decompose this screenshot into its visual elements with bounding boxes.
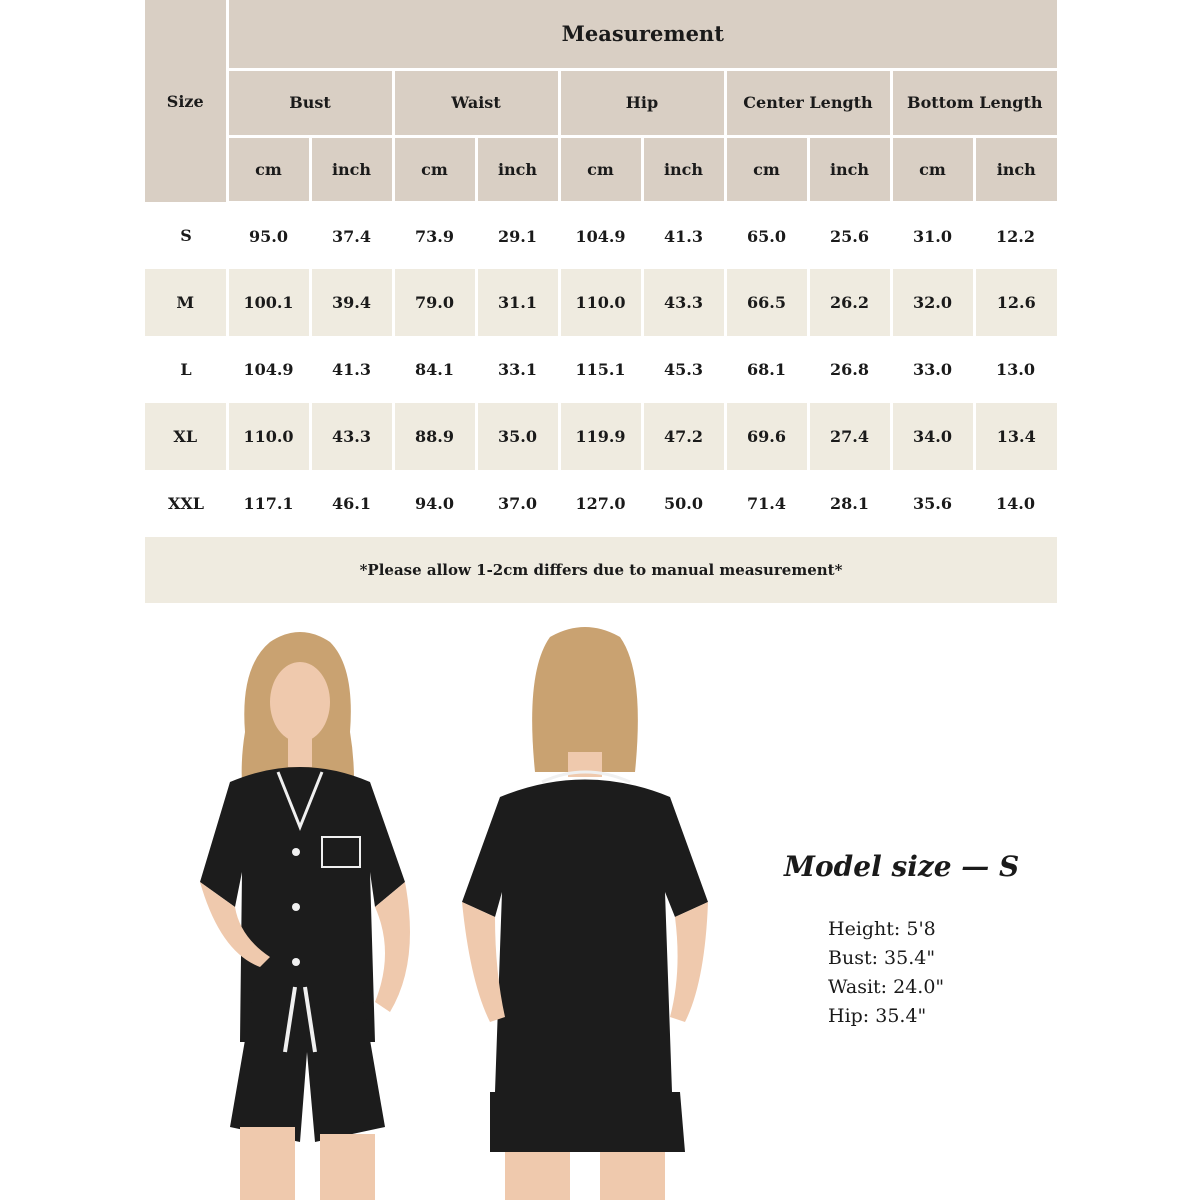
value-cell: 27.4 [808,403,891,470]
value-cell: 119.9 [559,403,642,470]
measurement-title: Measurement [227,0,1057,69]
group-header: Center Length [725,69,891,136]
value-cell: 35.0 [476,403,559,470]
unit-cm-header: cm [393,136,476,202]
unit-cm-header: cm [891,136,974,202]
table-row [145,336,1057,403]
table-row [145,470,1057,537]
model-bust: Bust: 35.4" [828,947,936,969]
value-cell: 35.6 [913,494,952,513]
group-header: Hip [559,69,725,136]
value-cell: 37.4 [332,226,371,246]
value-cell: 13.4 [974,403,1057,470]
value-cell: 69.6 [725,403,808,470]
table-row [145,202,1057,269]
model-height: Height: 5'8 [828,918,936,940]
model-size-title: Model size — S [784,850,1020,883]
value-cell: 25.6 [830,226,869,246]
value-cell: 13.0 [996,360,1035,379]
group-header: Bottom Length [891,69,1057,136]
value-cell: 50.0 [664,494,703,513]
group-header: Waist [393,69,559,136]
measurement-note: *Please allow 1-2cm differs due to manual measurement* [145,537,1057,603]
model-measurements [828,915,944,1031]
value-cell: 115.1 [575,360,626,379]
value-cell: 79.0 [393,269,476,336]
value-cell: 104.9 [243,360,294,379]
model-front-photo [160,622,445,1200]
size-chart-table [145,0,1057,603]
unit-cm-header: cm [227,136,310,202]
value-cell: 39.4 [310,269,393,336]
value-cell: 65.0 [747,226,786,246]
value-cell: 34.0 [891,403,974,470]
value-cell: 29.1 [498,226,537,246]
model-hip: Hip: 35.4" [828,1005,927,1027]
value-cell: 104.9 [575,226,626,246]
value-cell: 12.6 [974,269,1057,336]
value-cell: 41.3 [332,360,371,379]
value-cell: 26.8 [830,360,869,379]
unit-cm-header: cm [559,136,642,202]
table-row [145,269,1057,336]
value-cell: 41.3 [664,226,703,246]
value-cell: 88.9 [393,403,476,470]
value-cell: 32.0 [891,269,974,336]
value-cell: 100.1 [227,269,310,336]
value-cell: 28.1 [830,494,869,513]
unit-inch-header: inch [642,136,725,202]
value-cell: 37.0 [498,494,537,513]
size-cell: S [180,226,192,245]
size-cell: L [180,360,192,379]
model-waist: Wasit: 24.0" [828,976,945,998]
unit-inch-header: inch [808,136,891,202]
model-back-photo [450,622,722,1200]
value-cell: 68.1 [747,360,786,379]
value-cell: 84.1 [415,360,454,379]
value-cell: 12.2 [996,226,1035,246]
value-cell: 33.0 [913,360,952,379]
value-cell: 31.1 [476,269,559,336]
table-row [145,403,1057,470]
value-cell: 33.1 [498,360,537,379]
unit-cm-header: cm [725,136,808,202]
value-cell: 94.0 [415,494,454,513]
size-cell: M [176,293,195,312]
value-cell: 127.0 [575,494,626,513]
size-header: Size [166,91,204,111]
value-cell: 110.0 [227,403,310,470]
value-cell: 117.1 [243,494,294,513]
value-cell: 26.2 [808,269,891,336]
value-cell: 95.0 [249,226,288,246]
value-cell: 46.1 [332,494,371,513]
size-cell: XL [173,427,198,446]
value-cell: 31.0 [913,226,952,246]
value-cell: 73.9 [415,226,454,246]
unit-inch-header: inch [476,136,559,202]
value-cell: 45.3 [664,360,703,379]
value-cell: 43.3 [642,269,725,336]
size-cell: XXL [167,494,205,513]
unit-inch-header: inch [310,136,393,202]
value-cell: 43.3 [310,403,393,470]
unit-inch-header: inch [974,136,1057,202]
value-cell: 110.0 [559,269,642,336]
group-header: Bust [227,69,393,136]
value-cell: 47.2 [642,403,725,470]
value-cell: 66.5 [725,269,808,336]
value-cell: 14.0 [996,494,1035,513]
value-cell: 71.4 [747,494,786,513]
